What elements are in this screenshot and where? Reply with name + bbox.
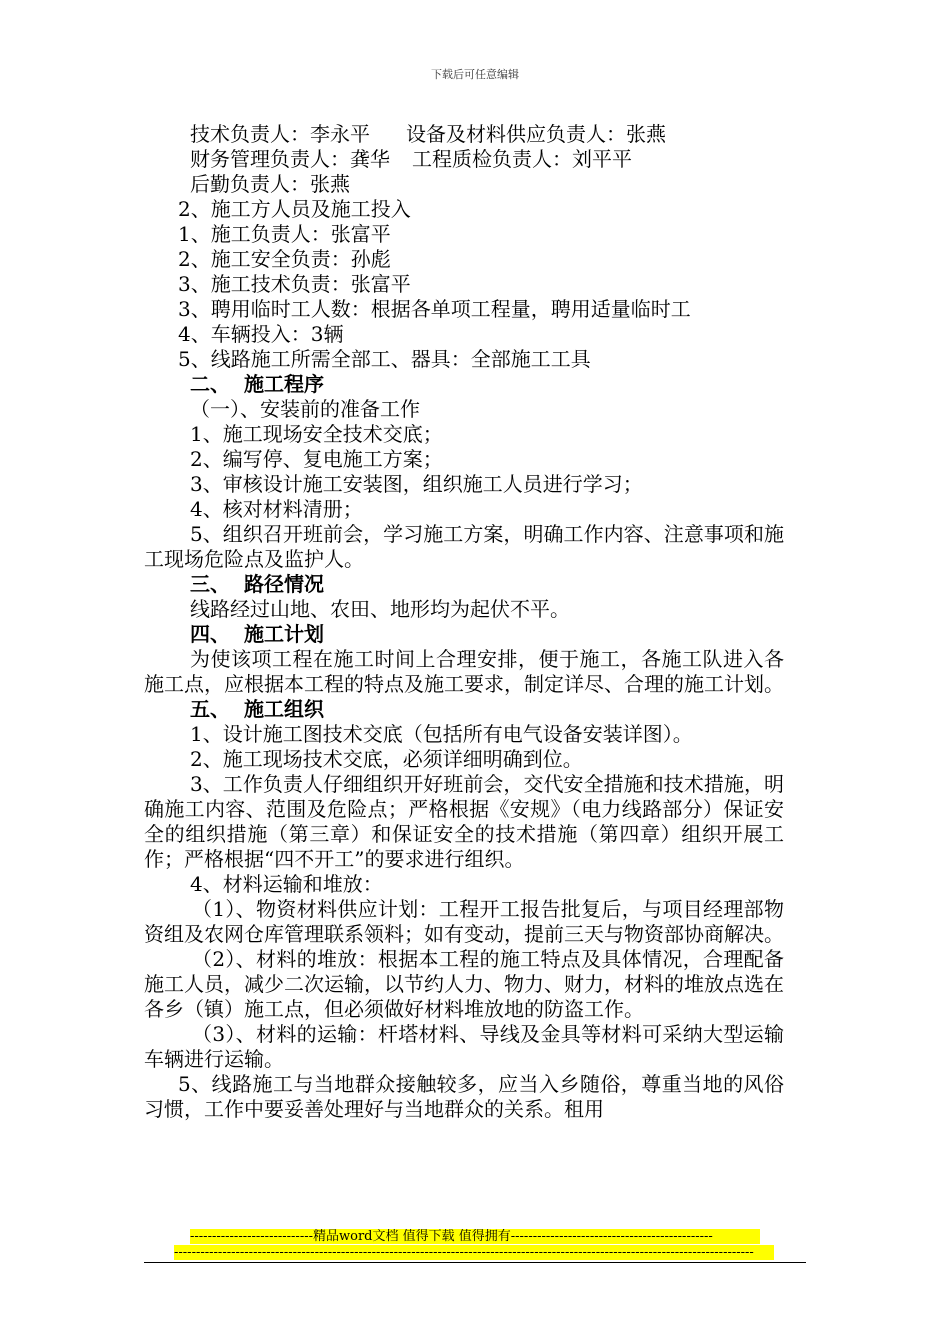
staff-quality-lead: 工程质检负责人：刘平平	[412, 147, 632, 171]
document-body	[144, 122, 784, 1122]
heading-title: 施工程序	[244, 372, 324, 396]
prep-item: 1、施工现场安全技术交底；	[190, 422, 443, 446]
staff-line-2	[144, 147, 784, 172]
page-header-note: 下载后可任意编辑	[431, 68, 519, 81]
staff-tech-lead: 技术负责人：李永平	[190, 122, 370, 146]
heading-organization	[144, 697, 784, 722]
org-item: 4、材料运输和堆放：	[190, 872, 383, 896]
heading-procedure	[144, 372, 784, 397]
section2-item: 1、施工负责人：张富平	[178, 222, 391, 246]
heading-title: 路径情况	[244, 572, 324, 596]
footer-rule	[144, 1262, 806, 1263]
section2-title: 2、施工方人员及施工投入	[178, 197, 411, 221]
heading-number: 五、	[190, 697, 230, 721]
route-text: 线路经过山地、农田、地形均为起伏不平。	[190, 597, 570, 621]
heading-number: 三、	[190, 572, 230, 596]
heading-number: 二、	[190, 372, 230, 396]
section2-item: 4、车辆投入：3辆	[178, 322, 344, 346]
prep-title: （一）、安装前的准备工作	[190, 397, 420, 421]
last-item: 5、线路施工与当地群众接触较多，应当入乡随俗，尊重当地的风俗习惯，工作中要妥善处理好与当地群众的关系。租用	[144, 1072, 784, 1121]
material-item: （1）、物资材料供应计划：工程开工报告批复后，与项目经理部物资组及农网仓库管理联系领料；如有变动，提前三天与物资部协商解决。	[144, 897, 784, 946]
footer-banner-line-1: ----------------------------精品word文档 值得下载 值得拥有----------------------------------------------	[190, 1229, 760, 1244]
heading-plan	[144, 622, 784, 647]
staff-supply-lead: 设备及材料供应负责人：张燕	[406, 122, 666, 146]
material-item: （2）、材料的堆放：根据本工程的施工特点及具体情况，合理配备施工人员，减少二次运输，以节约人力、物力、财力，材料的堆放点选在各乡（镇）施工点，但必须做好材料堆放地的防盗工作。	[144, 947, 784, 1021]
prep-item: 3、审核设计施工安装图，组织施工人员进行学习；	[190, 472, 643, 496]
org-item: 2、施工现场技术交底，必须详细明确到位。	[190, 747, 583, 771]
section2-item: 3、聘用临时工人数：根据各单项工程量，聘用适量临时工	[178, 297, 691, 321]
footer-banner-line-2: ------------------------------------------------------------------------------------------------------------------------------------	[174, 1245, 774, 1260]
heading-title: 施工计划	[244, 622, 324, 646]
section2-item: 3、施工技术负责：张富平	[178, 272, 411, 296]
staff-finance-lead: 财务管理负责人：龚华	[190, 147, 390, 171]
material-item: （3）、材料的运输：杆塔材料、导线及金具等材料可采纳大型运输车辆进行运输。	[144, 1022, 784, 1071]
section2-item: 5、线路施工所需全部工、器具：全部施工工具	[178, 347, 591, 371]
heading-number: 四、	[190, 622, 230, 646]
staff-line-3	[144, 172, 784, 197]
prep-item: 4、核对材料清册；	[190, 497, 363, 521]
staff-line-1	[144, 122, 784, 147]
section2-item: 2、施工安全负责：孙彪	[178, 247, 391, 271]
prep-item: 2、编写停、复电施工方案；	[190, 447, 443, 471]
org-item: 3、工作负责人仔细组织开好班前会，交代安全措施和技术措施，明确施工内容、范围及危险点；严格根据《安规》（电力线路部分）保证安全的组织措施（第三章）和保证安全的技术措施（第四章）组织开展工作；严格根据“四不开工”的要求进行组织。	[144, 772, 784, 871]
prep-item: 5、组织召开班前会，学习施工方案，明确工作内容、注意事项和施工现场危险点及监护人。	[144, 522, 784, 571]
heading-route	[144, 572, 784, 597]
staff-logistics-lead: 后勤负责人：张燕	[190, 172, 350, 196]
org-item: 1、设计施工图技术交底（包括所有电气设备安装详图）。	[190, 722, 693, 746]
heading-title: 施工组织	[244, 697, 324, 721]
plan-text: 为使该项工程在施工时间上合理安排，便于施工，各施工队进入各施工点，应根据本工程的特点及施工要求，制定详尽、合理的施工计划。	[144, 647, 784, 696]
